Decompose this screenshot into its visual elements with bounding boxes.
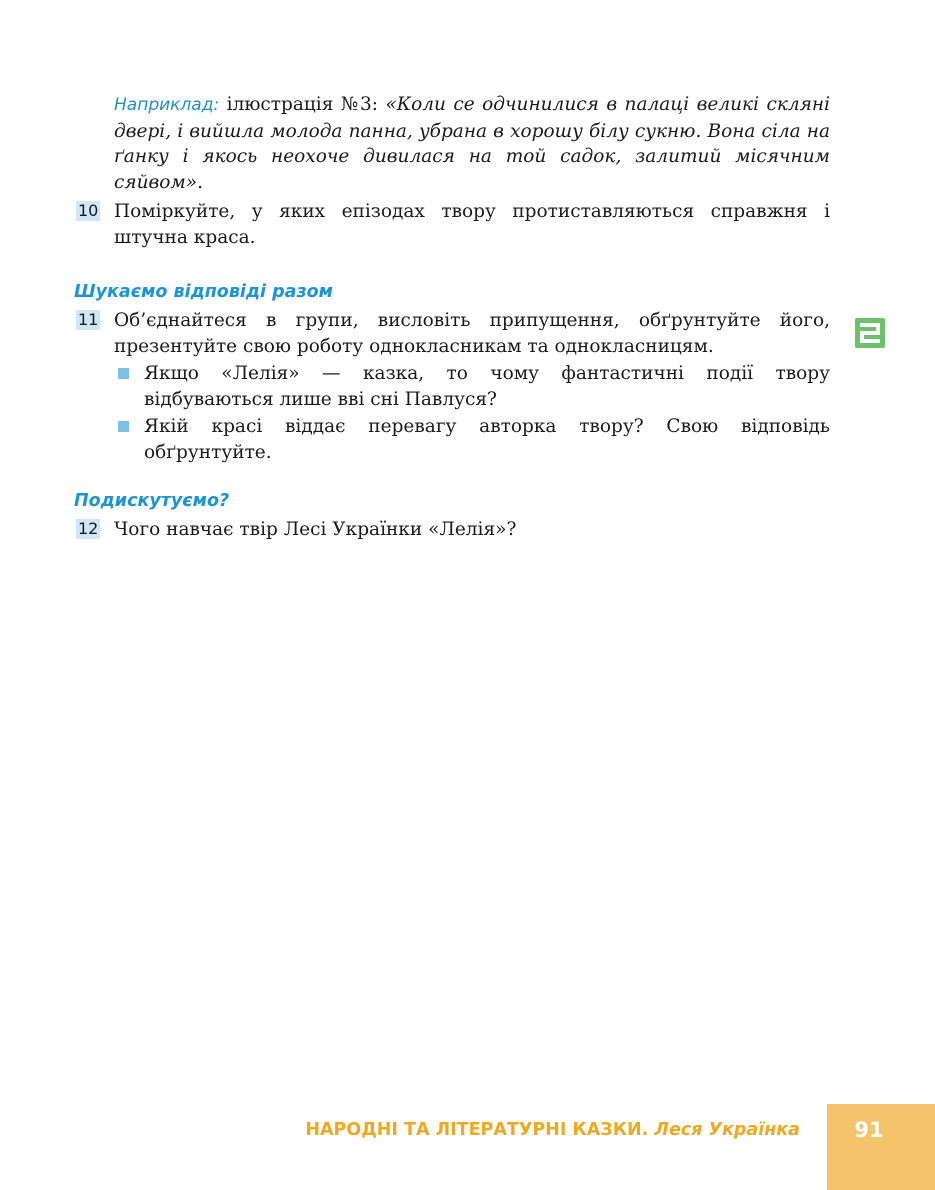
task-number: 11 (78, 310, 99, 329)
footer-section-title: НАРОДНІ ТА ЛІТЕРАТУРНІ КАЗКИ. (305, 1120, 649, 1140)
task-11 (74, 308, 830, 359)
footer-running-title (305, 1120, 800, 1140)
footer-author: Леся Українка (654, 1120, 800, 1140)
section-heading-answers-together: Шукаємо відповіді разом (74, 282, 333, 302)
group-work-icon (855, 318, 885, 348)
task-text: Об’єднайтеся в групи, висловіть припущення, обґрунтуйте його, презентуйте свою роботу однокласникам та однокласницям. (114, 310, 830, 357)
task-number: 12 (78, 519, 99, 538)
bullet-text: Якщо «Лелія» — казка, то чому фантастичні події твору відбуваються лише вві сні Павлуся? (144, 363, 830, 410)
task-11-bullets (74, 361, 830, 465)
page-number: 91 (854, 1118, 884, 1142)
page-number-box (827, 1104, 935, 1190)
task-number: 10 (78, 201, 99, 220)
task-10 (74, 199, 830, 250)
example-quote: «Коли се одчинилися в палаці великі скляні двері, і вийшла молода панна, убрана в хорошу білу сукню. Вона сіла на ґанку і якось неохоче дивилася на той садок, залитий місячним сяйвом» (114, 94, 830, 193)
example-label: Наприклад: (114, 95, 220, 115)
page-content (74, 92, 830, 543)
task-text: Поміркуйте, у яких епізодах твору протиставляються справжня і штучна краса. (114, 201, 830, 248)
section-heading-discuss: Подискутуємо? (74, 491, 230, 511)
bullet-text: Якій красі віддає перевагу авторка твору? Свою відповідь обґрунтуйте. (144, 416, 830, 463)
square-bullet-icon (118, 368, 129, 379)
example-end: . (197, 171, 203, 193)
square-bullet-icon (118, 421, 129, 432)
list-item (114, 414, 830, 465)
example-paragraph (114, 92, 830, 195)
task-text: Чого навчає твір Лесі Українки «Лелія»? (114, 519, 517, 540)
task-12 (74, 517, 830, 543)
list-item (114, 361, 830, 412)
example-reference: ілюстрація №3: (219, 94, 386, 115)
